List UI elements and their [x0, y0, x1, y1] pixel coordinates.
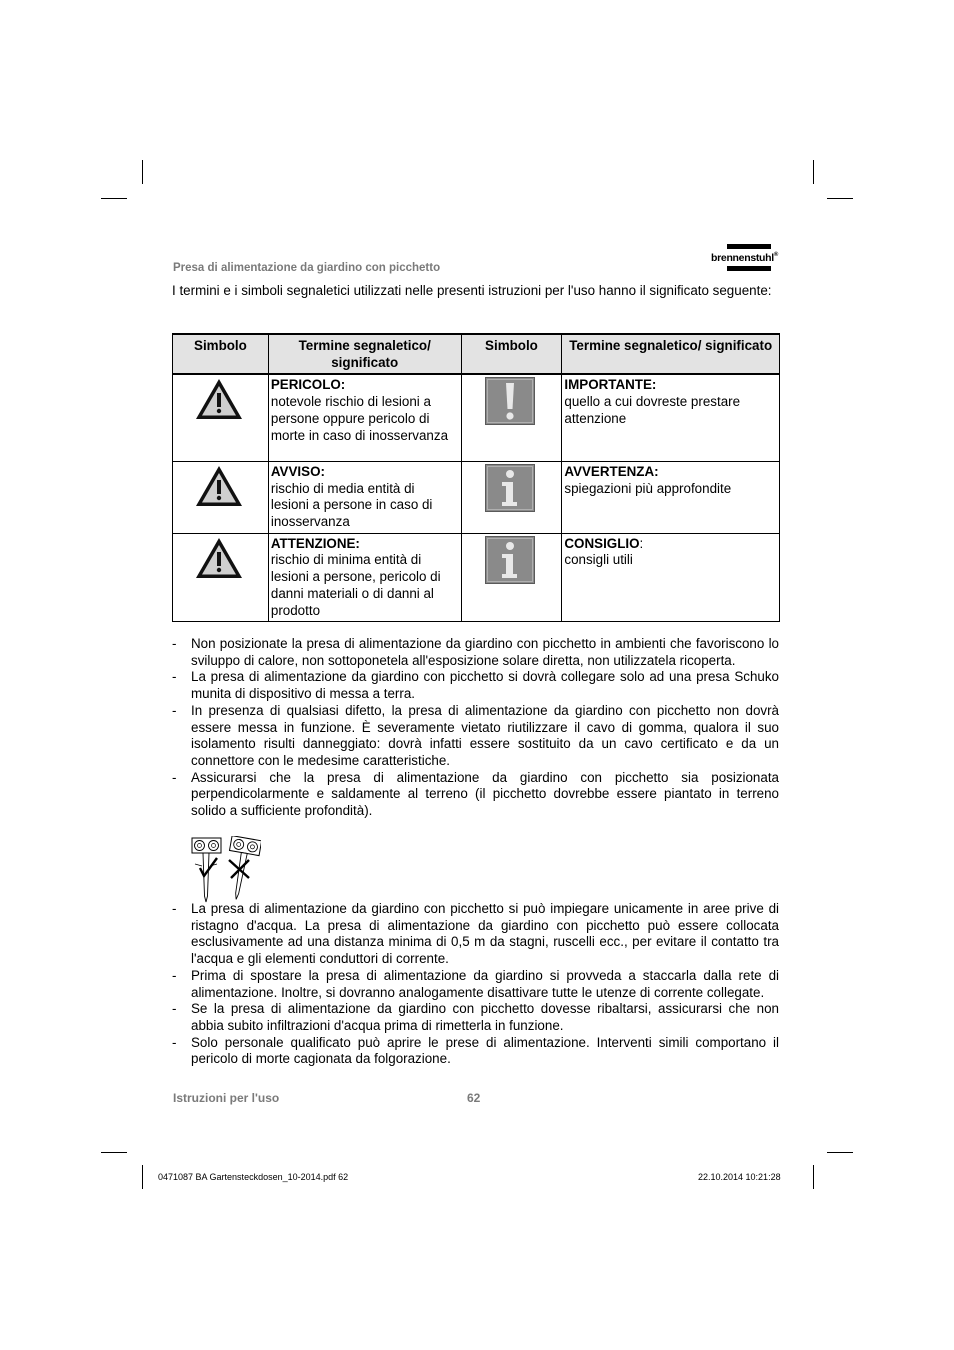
crop-mark — [142, 1165, 143, 1189]
symbol-table — [172, 333, 780, 622]
term-label: AVVERTENZA: — [564, 463, 659, 479]
table-row — [173, 374, 780, 461]
table-header-row — [173, 334, 780, 374]
crop-mark — [827, 1152, 853, 1153]
term-cell — [268, 374, 461, 461]
print-timestamp: 22.10.2014 10:21:28 — [698, 1172, 781, 1182]
list-item: - La presa di alimentazione da giardino con picchetto si può impiegare unicamente in aree prive di ristagno d'acqua. La presa di alimentazione da giardino con picchetto può essere collocata esclusivamente ad una distanza minima di 0,5 m da stagni, ruscelli ecc., per evitare il contatto tra l'acqua e gli elementi conduttori di corrente. — [172, 901, 779, 968]
symbol-cell — [461, 533, 562, 622]
term-label: ATTENZIONE: — [270, 535, 360, 551]
term-label: AVVISO: — [270, 463, 325, 479]
header-term: Termine segnaletico/ significato — [562, 334, 780, 374]
crop-mark — [827, 198, 853, 199]
list-item: - In presenza di qualsiasi difetto, la presa di alimentazione da giardino con picchetto non dovrà essere messa in funzione. È severamente vietato riutilizzare il cavo di gomma, qualora il suo isolamento risulti danneggiato: dovrà infatti essere sostituito da un cavo certificato e da un connettore con le medesime caratteristiche. — [172, 703, 779, 770]
safety-list — [172, 901, 779, 1068]
term-label: PERICOLO: — [270, 377, 346, 393]
footer-manual-title: Istruzioni per l'uso — [173, 1091, 280, 1105]
crop-mark — [142, 160, 143, 184]
crop-mark — [813, 160, 814, 184]
warning-triangle-icon — [194, 536, 244, 580]
symbol-cell — [173, 533, 269, 622]
term-description: spiegazioni più approfondite — [564, 480, 732, 496]
term-cell — [268, 461, 461, 533]
symbol-cell — [173, 461, 269, 533]
list-item: - Solo personale qualificato può aprire le prese di alimentazione. Interventi simili comportano il pericolo di morte cagionata da folgorazione. — [172, 1035, 779, 1068]
symbol-cell — [461, 374, 562, 461]
term-cell — [562, 374, 780, 461]
logo-name: brennenstuhl — [711, 252, 774, 264]
table-row — [173, 461, 780, 533]
logo-bar — [727, 266, 771, 271]
term-label-suffix: : — [639, 535, 644, 551]
term-label-text: CONSIGLIO — [564, 535, 640, 551]
brand-logo — [711, 244, 781, 272]
logo-registered-mark: ® — [773, 252, 779, 258]
term-description: consigli utili — [564, 552, 633, 568]
term-description: notevole rischio di lesioni a persone oppure pericolo di morte in caso di inosservanza — [270, 394, 449, 443]
term-cell — [268, 533, 461, 622]
term-cell — [562, 461, 780, 533]
list-item: - Se la presa di alimentazione da giardino con picchetto dovesse ribaltarsi, assicurarsi che non abbia subito infiltrazioni d'acqua prima di rimetterla in funzione. — [172, 1001, 779, 1034]
intro-paragraph: I termini e i simboli segnaletici utilizzati nelle presenti istruzioni per l'uso hanno il significato seguente: — [172, 283, 772, 298]
info-square-icon — [485, 536, 535, 584]
logo-text — [711, 252, 778, 264]
crop-mark — [101, 1152, 127, 1153]
print-file-info: 0471087 BA Gartensteckdosen_10-2014.pdf 62 — [158, 1172, 349, 1182]
header-symbol: Simbolo — [173, 334, 269, 374]
list-item: - Assicurarsi che la presa di alimentazione da giardino con picchetto sia posizionata perpendicolarmente e saldamente al terreno (il picchetto dovrebbe essere piantato in terreno solido a sufficiente profondità). — [172, 770, 779, 820]
warning-triangle-icon — [194, 464, 244, 508]
info-square-icon — [485, 464, 535, 512]
warning-triangle-icon — [194, 377, 244, 421]
page-number: 62 — [467, 1091, 481, 1105]
page-header-title: Presa di alimentazione da giardino con picchetto — [173, 262, 441, 274]
list-item: - La presa di alimentazione da giardino con picchetto si dovrà collegare solo ad una presa Schuko munita di dispositivo di messa a terra. — [172, 669, 779, 702]
symbol-cell — [461, 461, 562, 533]
term-description: rischio di media entità di lesioni a persone in caso di inosservanza — [270, 480, 433, 530]
crop-mark — [813, 1165, 814, 1189]
stake-position-illustration — [191, 836, 261, 904]
exclamation-square-icon — [485, 377, 535, 425]
header-term: Termine segnaletico/ significato — [268, 334, 461, 374]
safety-list — [172, 636, 779, 820]
list-item: - Prima di spostare la presa di alimentazione da giardino si provveda a staccarla dalla rete di alimentazione. Inoltre, si dovranno analogamente disattivare tutte le utenze di corrente collegate. — [172, 968, 779, 1001]
table-row — [173, 533, 780, 622]
term-label: IMPORTANTE: — [564, 377, 657, 393]
term-description: rischio di minima entità di lesioni a persone, pericolo di danni materiali o di danni al prodotto — [270, 552, 441, 618]
logo-bar — [727, 244, 771, 249]
crop-mark — [101, 198, 127, 199]
header-symbol: Simbolo — [461, 334, 562, 374]
term-label — [564, 536, 774, 553]
list-item: - Non posizionate la presa di alimentazione da giardino con picchetto in ambienti che favoriscono lo sviluppo di calore, non sottoponetela all'esposizione solare diretta, non utilizzatela ricoperta. — [172, 636, 779, 669]
term-description: quello a cui dovreste prestare attenzione — [564, 394, 741, 426]
symbol-cell — [173, 374, 269, 461]
term-cell — [562, 533, 780, 622]
